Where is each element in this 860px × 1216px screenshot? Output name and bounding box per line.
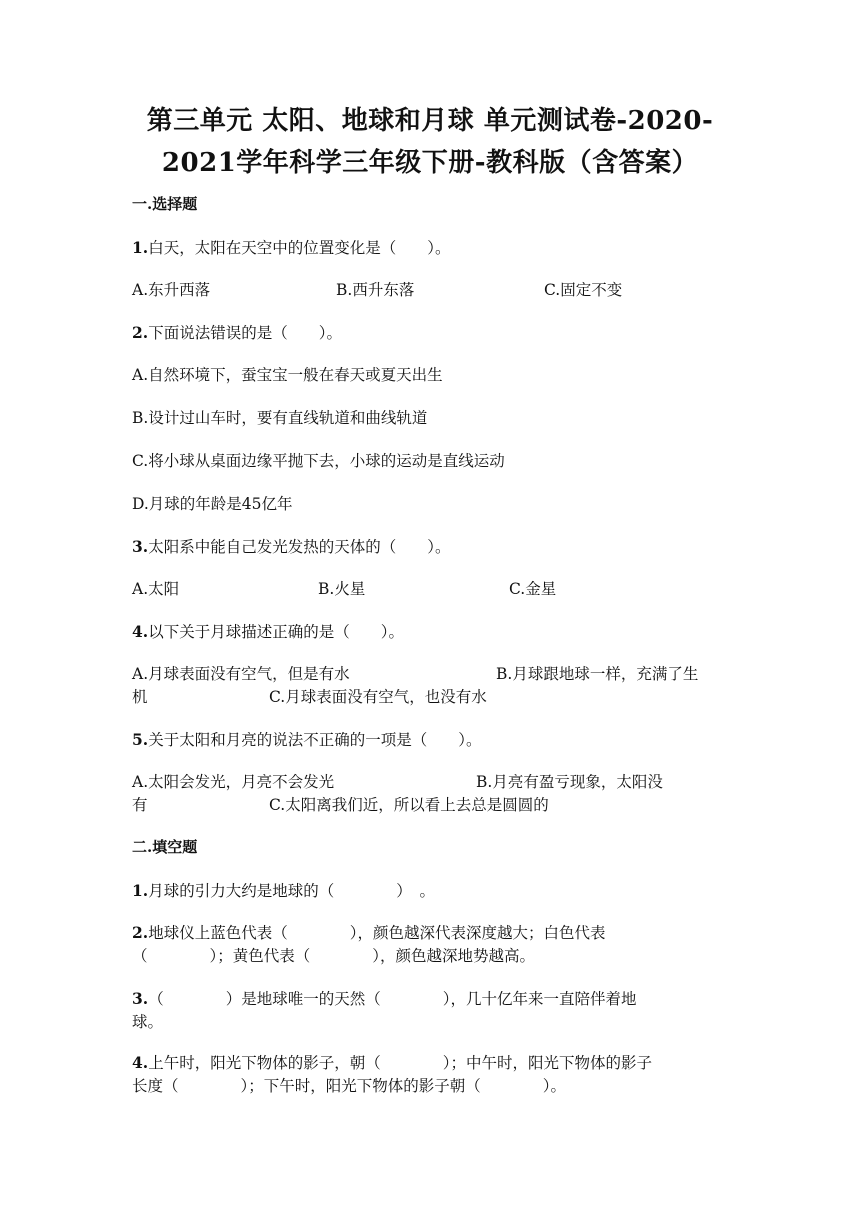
option-c: C.金星	[509, 580, 557, 598]
question-text-line-2: 长度（ ）；下午时，阳光下物体的影子朝（ ）。	[132, 1077, 567, 1095]
fill-question-2	[132, 921, 728, 968]
question-number: 1.	[132, 238, 149, 257]
option-b-continued: 有	[132, 796, 148, 814]
option-b: B.火星	[318, 580, 366, 598]
question-number: 4.	[132, 1053, 149, 1072]
fill-question-4	[132, 1051, 728, 1098]
fill-question-3	[132, 987, 728, 1034]
question-text-line-1: （ ）是地球唯一的天然（ ），几十亿年来一直陪伴着地	[148, 990, 637, 1008]
question-5	[132, 728, 728, 752]
question-text: 关于太阳和月亮的说法不正确的一项是（ ）。	[148, 731, 482, 749]
option-b-continued: 机	[132, 688, 148, 706]
question-3	[132, 535, 728, 559]
title-line-2: 2021学年科学三年级下册-教科版（含答案）	[161, 148, 699, 178]
question-1	[132, 236, 728, 260]
question-text-line-1: 地球仪上蓝色代表（ ），颜色越深代表深度越大；白色代表	[148, 924, 606, 942]
question-text-line-2: （ ）；黄色代表（ ），颜色越深地势越高。	[132, 947, 536, 965]
option-a: A.月球表面没有空气，但是有水	[132, 665, 350, 683]
option-b: B.月亮有盈亏现象，太阳没	[476, 773, 663, 791]
question-number: 3.	[132, 537, 149, 556]
question-number: 1.	[132, 881, 149, 900]
question-number: 4.	[132, 622, 149, 641]
option-c: C.将小球从桌面边缘平抛下去，小球的运动是直线运动	[132, 452, 505, 470]
option-c: C.太阳离我们近，所以看上去总是圆圆的	[269, 796, 549, 814]
question-4	[132, 620, 728, 644]
question-text: 下面说法错误的是（ ）。	[148, 324, 342, 342]
section-heading-choice: 一.选择题	[132, 195, 198, 213]
document-title	[110, 100, 750, 184]
title-line-1: 第三单元 太阳、地球和月球 单元测试卷-2020-	[146, 106, 714, 136]
option-c: C.固定不变	[544, 281, 623, 299]
option-a: A.自然环境下，蚕宝宝一般在春天或夏天出生	[132, 366, 443, 384]
option-b: B.西升东落	[336, 281, 415, 299]
option-a: A.太阳会发光，月亮不会发光	[132, 773, 335, 791]
option-d: D.月球的年龄是45亿年	[132, 495, 293, 513]
option-a: A.东升西落	[132, 281, 211, 299]
question-number: 2.	[132, 323, 149, 342]
question-text-line-1: 上午时，阳光下物体的影子，朝（ ）；中午时，阳光下物体的影子	[148, 1054, 652, 1072]
question-text-line-2: 球。	[132, 1013, 164, 1031]
option-a: A.太阳	[132, 580, 180, 598]
option-c: C.月球表面没有空气，也没有水	[269, 688, 487, 706]
question-2	[132, 321, 728, 345]
question-text: 月球的引力大约是地球的（ ） 。	[148, 882, 435, 900]
question-number: 3.	[132, 989, 149, 1008]
question-text: 以下关于月球描述正确的是（ ）。	[148, 623, 404, 641]
question-number: 5.	[132, 730, 149, 749]
option-b: B.月球跟地球一样，充满了生	[496, 665, 699, 683]
section-heading-fill: 二.填空题	[132, 838, 198, 856]
question-number: 2.	[132, 923, 149, 942]
question-text: 白天，太阳在天空中的位置变化是（ ）。	[148, 239, 451, 257]
fill-question-1	[132, 879, 728, 903]
option-b: B.设计过山车时，要有直线轨道和曲线轨道	[132, 409, 428, 427]
question-text: 太阳系中能自己发光发热的天体的（ ）。	[148, 538, 451, 556]
